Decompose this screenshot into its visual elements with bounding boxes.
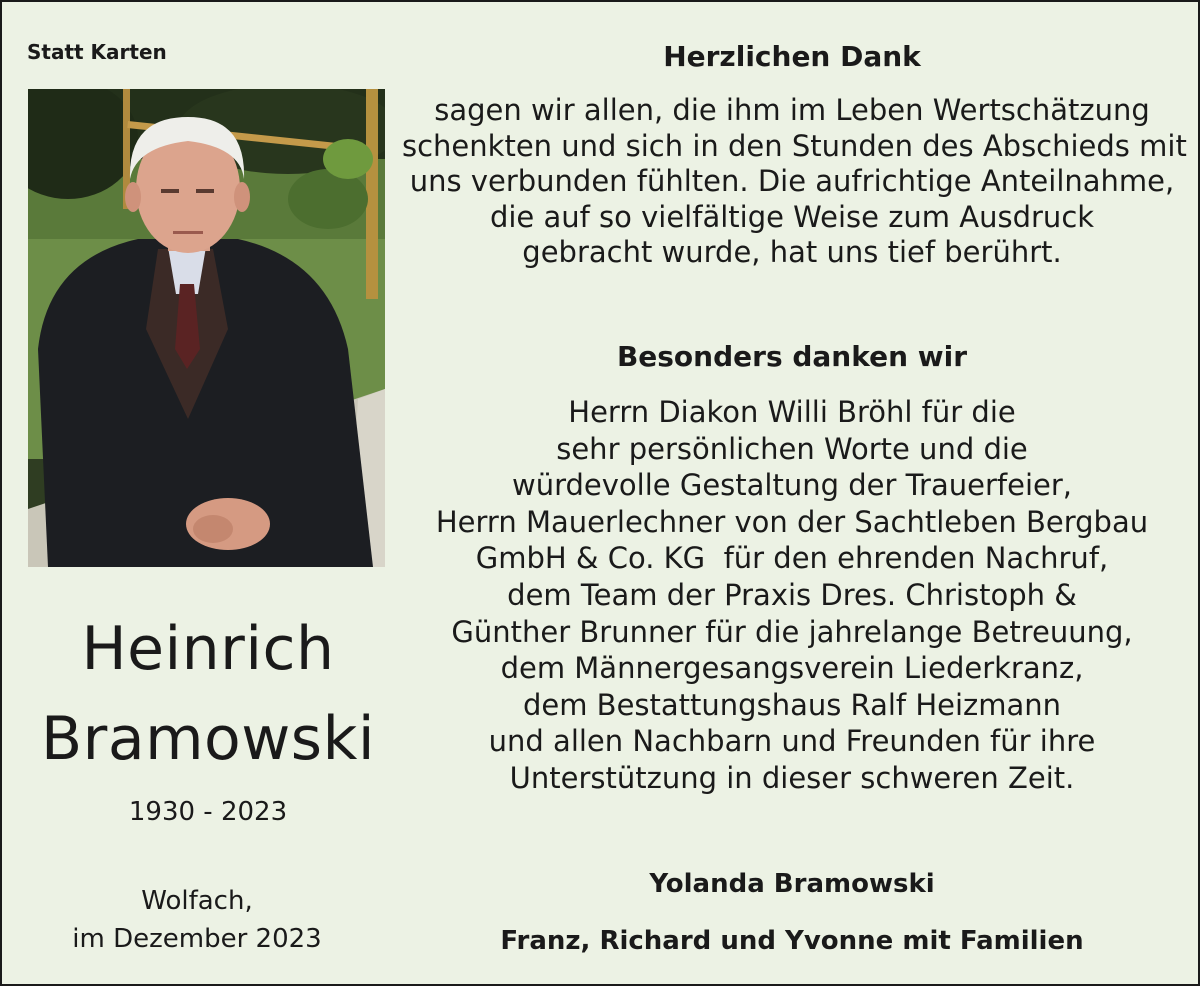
thanks-paragraph <box>402 394 1182 797</box>
thanks-heading: Besonders danken wir <box>616 340 968 373</box>
thanks-line: dem Bestattungshaus Ralf Heizmann <box>522 687 1062 722</box>
intro-line: gebracht wurde, hat uns tief berührt. <box>522 235 1062 269</box>
thanks-line: Herrn Mauerlechner von der Sachtleben Bergbau <box>435 504 1149 539</box>
thanks-line: Unterstützung in dieser schweren Zeit. <box>509 760 1075 795</box>
intro-line: sagen wir allen, die ihm im Leben Wertschätzung <box>434 93 1150 127</box>
intro-line: die auf so vielfältige Weise zum Ausdruck <box>489 199 1095 234</box>
place-line: Wolfach, <box>141 886 253 916</box>
intro-heading: Herzlichen Dank <box>663 40 921 73</box>
thanks-line: dem Männergesangsverein Liederkranz, <box>500 651 1084 686</box>
deceased-first-name: Heinrich <box>81 614 335 684</box>
deceased-last-name: Bramowski <box>40 704 375 774</box>
thanks-line: und allen Nachbarn und Freunden für ihre <box>488 724 1096 759</box>
intro-line: schenkten und sich in den Stunden des Abschieds mit <box>402 128 1187 163</box>
thanks-line: Herrn Diakon Willi Bröhl für die <box>568 395 1016 429</box>
thanks-line: dem Team der Praxis Dres. Christoph & <box>507 577 1077 612</box>
intro-paragraph <box>402 93 1187 271</box>
thanks-line: würdevolle Gestaltung der Trauerfeier, <box>512 468 1072 503</box>
intro-line: uns verbunden fühlten. Die aufrichtige Anteilnahme, <box>409 164 1175 198</box>
signature-primary: Yolanda Bramowski <box>649 869 935 899</box>
thanks-line: GmbH & Co. KG für den ehrenden Nachruf, <box>475 541 1109 576</box>
signature-family: Franz, Richard und Yvonne mit Familien <box>500 926 1084 956</box>
place-and-date <box>2 882 392 958</box>
portrait-photo <box>28 89 385 567</box>
header-label: Statt Karten <box>27 40 167 64</box>
thanks-line: sehr persönlichen Worte und die <box>556 431 1028 466</box>
date-line: im Dezember 2023 <box>72 924 322 954</box>
thanks-line: Günther Brunner für die jahrelange Betreuung, <box>451 614 1133 649</box>
life-years: 1930 - 2023 <box>128 797 288 827</box>
